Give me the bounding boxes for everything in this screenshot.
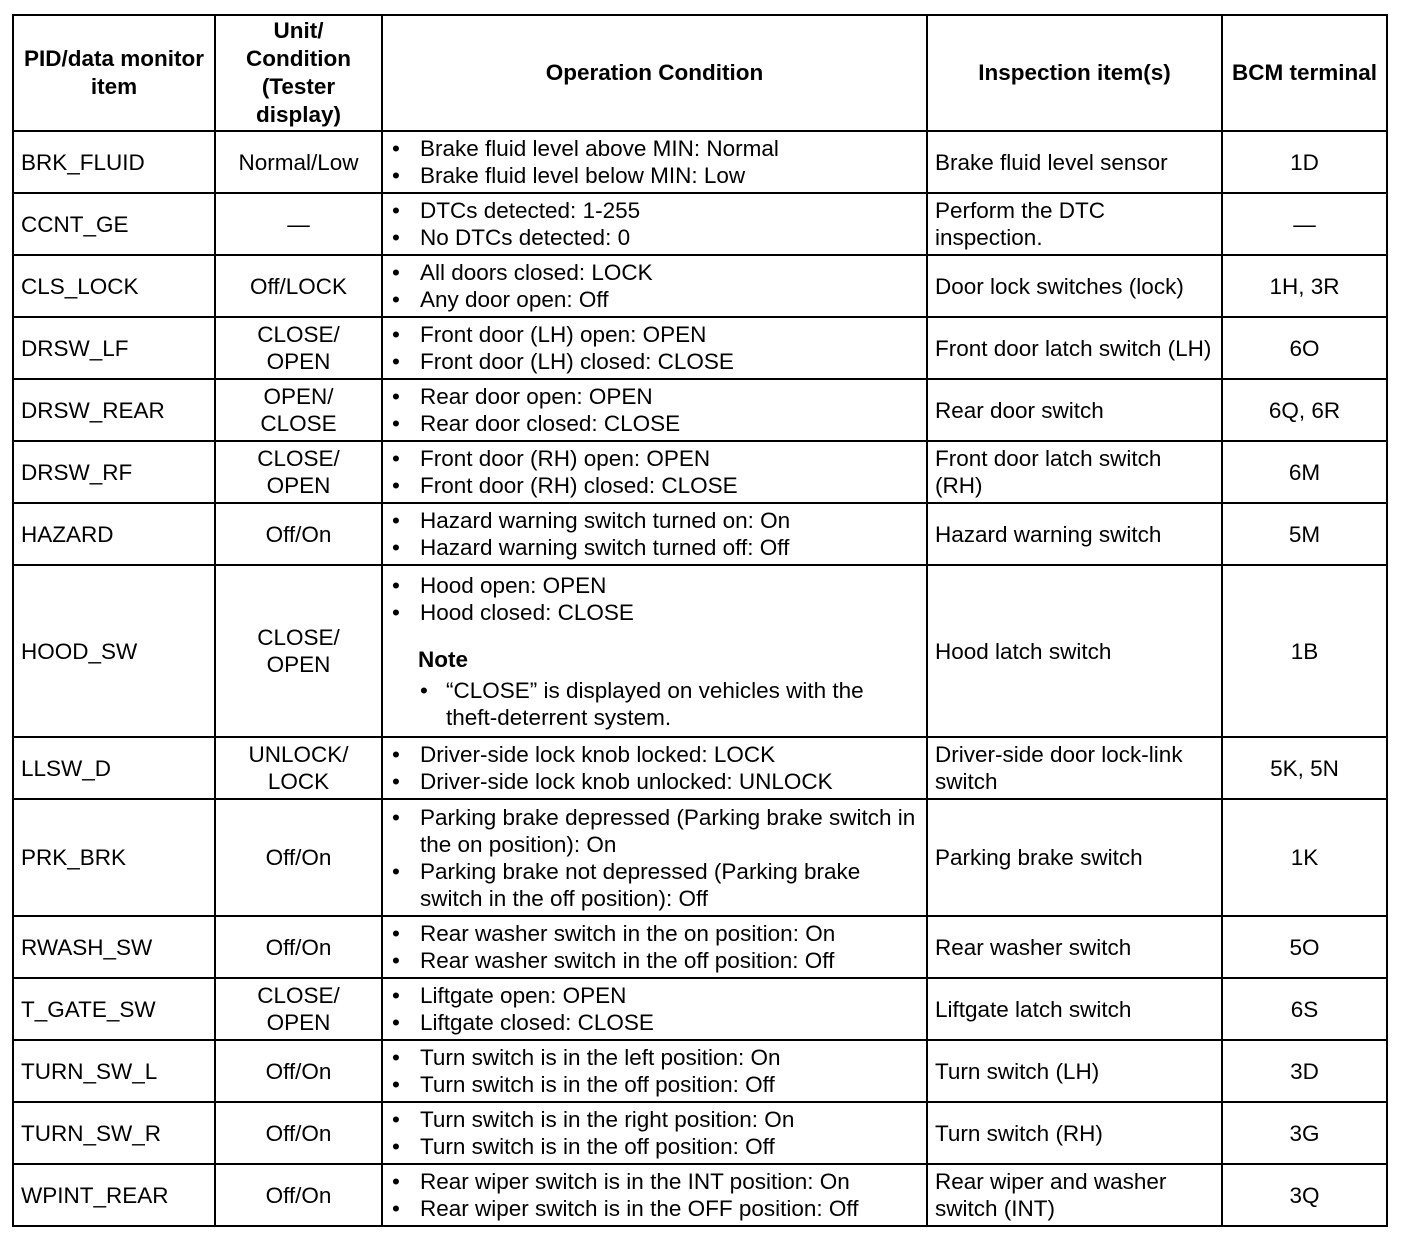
operation-item: • Liftgate open: OPEN xyxy=(390,982,919,1009)
unit-cell: Off/On xyxy=(215,1040,382,1102)
table-row xyxy=(13,255,1387,317)
operation-item: • Brake fluid level above MIN: Normal xyxy=(390,135,919,162)
operation-cell xyxy=(382,1164,927,1226)
pid-cell: DRSW_LF xyxy=(13,317,215,379)
operation-cell xyxy=(382,916,927,978)
table-row xyxy=(13,978,1387,1040)
operation-item: • Front door (LH) open: OPEN xyxy=(390,321,919,348)
inspection-cell: Turn switch (LH) xyxy=(927,1040,1222,1102)
header-inspection: Inspection item(s) xyxy=(927,15,1222,131)
bcm-terminal-cell: 3G xyxy=(1222,1102,1387,1164)
inspection-cell: Parking brake switch xyxy=(927,799,1222,916)
unit-cell: Normal/Low xyxy=(215,131,382,193)
operation-item: • Parking brake depressed (Parking brake switch in the on position): On xyxy=(390,804,919,858)
bcm-terminal-cell: 6S xyxy=(1222,978,1387,1040)
pid-cell: TURN_SW_L xyxy=(13,1040,215,1102)
pid-cell: HOOD_SW xyxy=(13,565,215,737)
pid-cell: HAZARD xyxy=(13,503,215,565)
operation-cell xyxy=(382,1040,927,1102)
table-row xyxy=(13,799,1387,916)
operation-cell xyxy=(382,1102,927,1164)
table-row xyxy=(13,565,1387,737)
table-row xyxy=(13,916,1387,978)
unit-cell: OPEN/ CLOSE xyxy=(215,379,382,441)
bcm-terminal-cell: 3D xyxy=(1222,1040,1387,1102)
pid-cell: WPINT_REAR xyxy=(13,1164,215,1226)
bcm-terminal-cell: 6Q, 6R xyxy=(1222,379,1387,441)
inspection-cell: Front door latch switch (LH) xyxy=(927,317,1222,379)
pid-data-monitor-table xyxy=(12,14,1388,1227)
unit-cell: Off/On xyxy=(215,799,382,916)
bcm-terminal-cell: 1K xyxy=(1222,799,1387,916)
operation-cell xyxy=(382,441,927,503)
unit-cell: CLOSE/ OPEN xyxy=(215,317,382,379)
inspection-cell: Hood latch switch xyxy=(927,565,1222,737)
operation-item: • Turn switch is in the off position: Off xyxy=(390,1071,919,1098)
note-title: Note xyxy=(418,646,468,672)
operation-item: • Turn switch is in the left position: On xyxy=(390,1044,919,1071)
pid-cell: LLSW_D xyxy=(13,737,215,799)
operation-cell xyxy=(382,193,927,255)
unit-cell: Off/On xyxy=(215,1164,382,1226)
bcm-terminal-cell: 1H, 3R xyxy=(1222,255,1387,317)
note-item: • “CLOSE” is displayed on vehicles with the theft-deterrent system. xyxy=(418,677,919,731)
bcm-terminal-cell: 1D xyxy=(1222,131,1387,193)
operation-cell xyxy=(382,317,927,379)
pid-cell: BRK_FLUID xyxy=(13,131,215,193)
header-bcm: BCM terminal xyxy=(1222,15,1387,131)
unit-cell: UNLOCK/ LOCK xyxy=(215,737,382,799)
pid-cell: DRSW_RF xyxy=(13,441,215,503)
inspection-cell: Hazard warning switch xyxy=(927,503,1222,565)
operation-item: • Rear wiper switch is in the OFF position: Off xyxy=(390,1195,919,1222)
operation-cell xyxy=(382,503,927,565)
inspection-cell: Rear door switch xyxy=(927,379,1222,441)
unit-cell: Off/On xyxy=(215,1102,382,1164)
operation-item: • Rear washer switch in the off position: Off xyxy=(390,947,919,974)
header-operation: Operation Condition xyxy=(382,15,927,131)
operation-item: • Parking brake not depressed (Parking brake switch in the off position): Off xyxy=(390,858,919,912)
operation-cell xyxy=(382,131,927,193)
operation-cell xyxy=(382,737,927,799)
bcm-terminal-cell: 6M xyxy=(1222,441,1387,503)
table-row xyxy=(13,1164,1387,1226)
table-row xyxy=(13,1040,1387,1102)
operation-item: • Rear washer switch in the on position: On xyxy=(390,920,919,947)
operation-item: • Rear door closed: CLOSE xyxy=(390,410,919,437)
unit-cell: CLOSE/ OPEN xyxy=(215,565,382,737)
bcm-terminal-cell: 5K, 5N xyxy=(1222,737,1387,799)
inspection-cell: Door lock switches (lock) xyxy=(927,255,1222,317)
operation-item: • Turn switch is in the right position: On xyxy=(390,1106,919,1133)
operation-cell xyxy=(382,565,927,737)
table-row xyxy=(13,131,1387,193)
header-unit: Unit/ Condition (Tester display) xyxy=(215,15,382,131)
pid-cell: T_GATE_SW xyxy=(13,978,215,1040)
unit-cell: Off/LOCK xyxy=(215,255,382,317)
bcm-terminal-cell: 5O xyxy=(1222,916,1387,978)
unit-cell: Off/On xyxy=(215,503,382,565)
operation-cell xyxy=(382,379,927,441)
operation-item: • Front door (RH) closed: CLOSE xyxy=(390,472,919,499)
operation-item: • DTCs detected: 1-255 xyxy=(390,197,919,224)
operation-item: • Hood open: OPEN xyxy=(390,572,919,599)
operation-item: • Front door (LH) closed: CLOSE xyxy=(390,348,919,375)
header-row xyxy=(13,15,1387,131)
unit-cell: Off/On xyxy=(215,916,382,978)
header-pid: PID/data monitor item xyxy=(13,15,215,131)
pid-cell: PRK_BRK xyxy=(13,799,215,916)
inspection-cell: Perform the DTC inspection. xyxy=(927,193,1222,255)
operation-item: • Hood closed: CLOSE xyxy=(390,599,919,626)
operation-cell xyxy=(382,255,927,317)
unit-cell: CLOSE/ OPEN xyxy=(215,978,382,1040)
table-row xyxy=(13,1102,1387,1164)
bcm-terminal-cell: 6O xyxy=(1222,317,1387,379)
inspection-cell: Turn switch (RH) xyxy=(927,1102,1222,1164)
table-row xyxy=(13,441,1387,503)
inspection-cell: Rear washer switch xyxy=(927,916,1222,978)
bcm-terminal-cell: 5M xyxy=(1222,503,1387,565)
operation-item: • Any door open: Off xyxy=(390,286,919,313)
unit-cell: — xyxy=(215,193,382,255)
inspection-cell: Liftgate latch switch xyxy=(927,978,1222,1040)
pid-cell: TURN_SW_R xyxy=(13,1102,215,1164)
inspection-cell: Driver-side door lock-link switch xyxy=(927,737,1222,799)
table-row xyxy=(13,379,1387,441)
operation-item: • All doors closed: LOCK xyxy=(390,259,919,286)
operation-cell xyxy=(382,799,927,916)
table-row xyxy=(13,737,1387,799)
pid-cell: DRSW_REAR xyxy=(13,379,215,441)
table-row xyxy=(13,193,1387,255)
operation-item: • Front door (RH) open: OPEN xyxy=(390,445,919,472)
operation-item: • Turn switch is in the off position: Off xyxy=(390,1133,919,1160)
pid-cell: RWASH_SW xyxy=(13,916,215,978)
bcm-terminal-cell: 3Q xyxy=(1222,1164,1387,1226)
inspection-cell: Brake fluid level sensor xyxy=(927,131,1222,193)
operation-item: • Driver-side lock knob unlocked: UNLOCK xyxy=(390,768,919,795)
table-row xyxy=(13,503,1387,565)
bcm-terminal-cell: — xyxy=(1222,193,1387,255)
operation-item: • Rear door open: OPEN xyxy=(390,383,919,410)
operation-cell xyxy=(382,978,927,1040)
operation-item: • Liftgate closed: CLOSE xyxy=(390,1009,919,1036)
operation-item: • Hazard warning switch turned off: Off xyxy=(390,534,919,561)
table-row xyxy=(13,317,1387,379)
bcm-terminal-cell: 1B xyxy=(1222,565,1387,737)
pid-cell: CCNT_GE xyxy=(13,193,215,255)
operation-item: • Rear wiper switch is in the INT position: On xyxy=(390,1168,919,1195)
operation-item: • Brake fluid level below MIN: Low xyxy=(390,162,919,189)
operation-item: • Driver-side lock knob locked: LOCK xyxy=(390,741,919,768)
pid-cell: CLS_LOCK xyxy=(13,255,215,317)
inspection-cell: Front door latch switch (RH) xyxy=(927,441,1222,503)
operation-item: • Hazard warning switch turned on: On xyxy=(390,507,919,534)
inspection-cell: Rear wiper and washer switch (INT) xyxy=(927,1164,1222,1226)
unit-cell: CLOSE/ OPEN xyxy=(215,441,382,503)
operation-item: • No DTCs detected: 0 xyxy=(390,224,919,251)
